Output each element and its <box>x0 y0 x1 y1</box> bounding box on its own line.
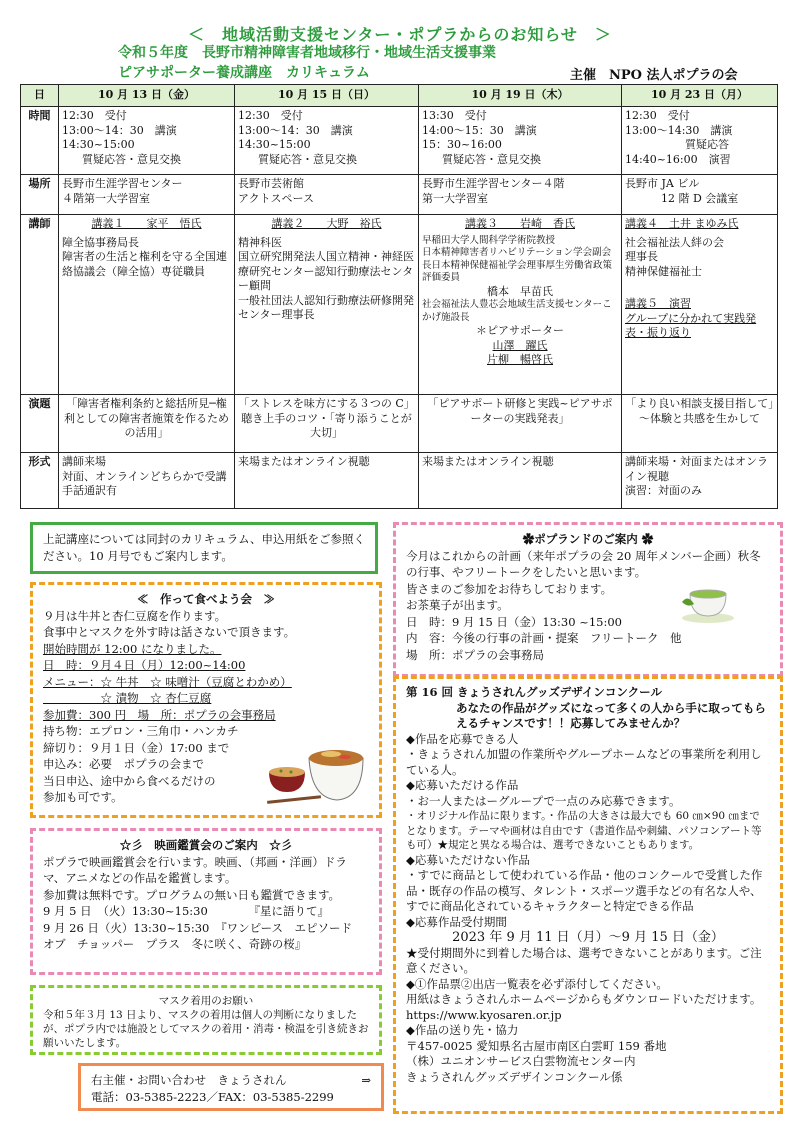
curriculum-table <box>20 84 778 509</box>
cooking-line: 申込み：必要 ポプラの会まで <box>43 757 204 771</box>
cooking-line: 食事中とマスクを外す時は話さないで頂きます。 <box>43 625 296 639</box>
movie-line: ポプラで映画鑑賞会を行います。映画、（邦画・洋画）ドラマ、アニメなどの作品を鑑賞します。 <box>43 854 347 885</box>
poplar-land-title: ✿ポプランドのご案内 ✿ <box>522 532 654 546</box>
contest-period: 2023 年 9 月 11 日（月）～9 月 15 日（金） <box>452 930 724 945</box>
time-cell: 12:30 受付 13:00～14：30 講演 14:30~15:00 質疑応答・意見交換 <box>59 107 235 175</box>
time-cell: 12:30 受付 13:00～14：30 講演 14:30~15:00 質疑応答・意見交換 <box>235 107 419 175</box>
cooking-line: ☆ 漬物 ☆ 杏仁豆腐 <box>43 691 212 705</box>
lecturer-cell: 講義１ 家平 悟氏 障全協事務局長 障害者の生活と権利を守る全国連絡協議会（障全協）専従職員 <box>59 215 235 395</box>
movie-event-box <box>30 828 382 975</box>
lecturer-cell: 講義３ 岩崎 香氏 早稲田大学人間科学学術院教授 日本精神障害者リハビリテーション学会副会長日本精神保健福祉学会理事厚生労働省政策評価委員 橋本 早苗氏 社会福祉法人豊芯会地域生活支援センターこかげ施設長 ＊ピアサポーター 山澤 躍氏 片柳 暢啓氏 <box>419 215 622 395</box>
cooking-title: ≪ 作って食べよう会 ≫ <box>137 592 275 606</box>
row-label-lecturer: 講師 <box>21 215 59 395</box>
format-cell: 来場またはオンライン視聴 <box>419 453 622 509</box>
topic-cell: 「より良い相談支援目指して」～体験と共感を生かして <box>622 395 778 453</box>
project-subtitle: 令和５年度 長野市精神障害者地域移行・地域生活支援事業 <box>118 45 496 61</box>
table-row-place <box>21 175 778 215</box>
cooking-line: メニュー：☆ 牛丼 ☆ 味噌汁（豆腐とわかめ） <box>43 674 292 689</box>
contest-heading: ◆①作品票②出店一覧表を必ず添付してください。 <box>406 976 668 991</box>
page-title: ＜ 地域活動支援センター・ポプラからのお知らせ ＞ <box>188 25 612 44</box>
cooking-line: 参加費：300 円 場 所：ポプラの会事務局 <box>43 707 276 722</box>
contest-text: ・すでに商品として使われている作品・他のコンクールで受賞した作品・既存の作品の模写、タレント・スポーツ選手などの有名な人や、すでに商品化されているキャラクターと特定できる作品 <box>406 868 763 913</box>
contest-text: ★受付期間外に到着した場合は、選考できないことがあります。ご注意ください。 <box>406 945 762 975</box>
green-tea-icon <box>680 582 736 624</box>
poplar-land-line: お茶菓子が出ます。 <box>406 598 509 612</box>
row-label-place: 場所 <box>21 175 59 215</box>
format-cell: 講師来場・対面またはオンライン視聴 演習：対面のみ <box>622 453 778 509</box>
contest-heading: ◆作品を応募できる人 <box>406 731 519 746</box>
cooking-line: 締切り：９月１日（金）17:00 まで <box>43 740 230 755</box>
contest-text: ・オリジナル作品に限ります。・作品の大きさは最大でも 60 ㎝×90 ㎝までとなります。テーマや画材は自由です（書道作品や刺繍、パソコンアート等も可）★規定と異なる場合は、選考できないこともあります。 <box>406 810 762 851</box>
contest-heading: ◆応募作品受付期間 <box>406 914 507 929</box>
table-row-time <box>21 107 778 175</box>
arrow-icon: ⇒ <box>361 1073 371 1087</box>
format-cell: 講師来場 対面、オンラインどちらかで受講 手話通訳有 <box>59 453 235 509</box>
mask-title: マスク着用のお願い <box>158 995 254 1007</box>
place-cell: 長野市生涯学習センター４階 第一大学習室 <box>419 175 622 215</box>
contest-text: ・きょうされん加盟の作業所やグループホームなどの事業所を利用している人。 <box>406 747 762 777</box>
topic-cell: 「ストレスを味方にする３つの C」聴き上手のコツ・「寄り添うことが大切」 <box>235 395 419 453</box>
table-header-row <box>21 85 778 107</box>
format-cell: 来場またはオンライン視聴 <box>235 453 419 509</box>
table-row-topic <box>21 395 778 453</box>
movie-schedule-item: 9 月 26 日（火）13:30~15:30 『ワンピース エピソード オブ チョッパー プラス 冬に咲く、奇跡の桜』 <box>43 920 364 951</box>
contest-text: ・お一人またはーグループで一点のみ応募できます。 <box>406 793 681 808</box>
contact-box <box>78 1063 384 1111</box>
poplar-land-line: 皆さまのご参加をお待ちしております。 <box>406 581 613 596</box>
date-cell: 10 月 15 日（日） <box>235 85 419 107</box>
contest-text: 用紙はきょうされんホームページからもダウンロードいただけます。https://www.kyosaren.or.jp <box>406 992 762 1022</box>
cooking-line: 持ち物：エプロン・三角巾・ハンカチ <box>43 724 239 738</box>
organizer: 主催 NPO 法人ポプラの会 <box>570 68 738 83</box>
table-row-format <box>21 453 778 509</box>
row-label-format: 形式 <box>21 453 59 509</box>
lecture-heading: 講義４ 土井 まゆみ氏 <box>625 217 739 230</box>
row-label-topic: 演題 <box>21 395 59 453</box>
contest-heading: ◆作品の送り先・協力 <box>406 1023 519 1037</box>
movie-title: ☆彡 映画鑑賞会のご案内 ☆彡 <box>119 838 293 852</box>
contest-dept: きょうされんグッズデザインコンクール係 <box>406 1069 623 1084</box>
date-cell: 10 月 13 日（金） <box>59 85 235 107</box>
poplar-land-line: 内 容：今後の行事の計画・提案 フリートーク 他 <box>406 631 682 645</box>
design-contest-box <box>393 676 783 1114</box>
lecturer-cell: 講義２ 大野 裕氏 精神科医 国立研究開発法人国立精神・神経医療研究センター認知行動療法センター顧問 一般社団法人認知行動療法研修開発センター理事長 <box>235 215 419 395</box>
contest-title: 第 16 回 きょうされんグッズデザインコンクール <box>406 685 662 699</box>
date-cell: 10 月 19 日（木） <box>419 85 622 107</box>
lecturer-cell: 講義４ 土井 まゆみ氏 社会福祉法人絆の会 理事長 精神保健福祉士 講義５ 演習 グループに分かれて実践発表・振り返り <box>622 215 778 395</box>
row-label-day: 日 <box>21 85 59 107</box>
lecture-heading: 講義３ 岩崎 香氏 <box>465 217 575 230</box>
contest-subtitle: あなたの作品がグッズになって多くの人から手に取ってもらえるチャンスです！！応募してみませんか？ <box>456 700 766 730</box>
mask-notice-box <box>30 985 382 1055</box>
beef-bowl-icon <box>265 728 365 810</box>
poplar-land-line: 場 所：ポプラの会事務局 <box>406 647 544 662</box>
cooking-line: 開始時間が 12:00 になりました。 <box>43 641 222 656</box>
row-label-time: 時間 <box>21 107 59 175</box>
course-title: ピアサポーター養成講座 カリキュラム <box>118 65 370 81</box>
table-row-lecturer <box>21 215 778 395</box>
lecture-heading: 講義１ 家平 悟氏 <box>91 217 202 230</box>
cooking-line: ９月は牛丼と杏仁豆腐を作ります。 <box>43 608 227 623</box>
time-cell: 13:30 受付 14:00～15：30 講演 15：30~16:00 質疑応答・意見交換 <box>419 107 622 175</box>
movie-line: 参加費は無料です。プログラムの無い日も鑑賞できます。 <box>43 887 341 902</box>
poplar-land-line: 今月はこれからの計画（来年ポプラの会 20 周年メンバー企画）秋冬の行事、やフリートークをしたいと思います。 <box>406 548 761 579</box>
cooking-line: 日 時：９月４日（月）12:00~14:00 <box>43 658 246 672</box>
topic-cell: 「障害者権利条約と総括所見─権利としての障害者施策を作るための活用」 <box>59 395 235 453</box>
time-cell: 12:30 受付 13:00～14:30 講演 質疑応答 14:40~16:00 演習 <box>622 107 778 175</box>
cooking-line: 参加も可です。 <box>43 790 123 804</box>
notice-text: 上記講座については同封のカリキュラム、申込用紙をご参照ください。10 月号でもご案内します。 <box>43 532 365 563</box>
lecture-heading: 講義２ 大野 裕氏 <box>271 217 382 230</box>
contact-phone: 電話：03-5385-2223／FAX：03-5385-2299 <box>91 1089 334 1104</box>
movie-schedule-item: 9 月 5 日 （火）13:30~15:30 『星に語りて』 <box>43 904 329 918</box>
place-cell: 長野市芸術館 アクトスペース <box>235 175 419 215</box>
contest-heading: ◆応募いただけない作品 <box>406 852 530 867</box>
contest-heading: ◆応募いただける作品 <box>406 778 519 792</box>
contest-address: 〒457-0025 愛知県名古屋市南区白雲町 159 番地 <box>406 1038 667 1053</box>
place-cell: 長野市生涯学習センター ４階第一大学習室 <box>59 175 235 215</box>
mask-text: 令和５年３月 13 日より、マスクの着用は個人の判断になりましたが、ポプラ内では施設としてマスクの着用・消毒・検温を引き続きお願いいたします。 <box>43 1009 369 1049</box>
poplar-land-line: 日 時：9 月 15 日（金）13:30 ~15:00 <box>406 614 622 629</box>
place-cell: 長野市 JA ビル 12 階 D 会議室 <box>622 175 778 215</box>
topic-cell: 「ピアサポート研修と実践~ピアサポーターの実践発表」 <box>419 395 622 453</box>
contact-line: 右主催・お問い合わせ きょうされん ⇒ <box>91 1073 371 1087</box>
contest-company: （株）ユニオンサービス白雲物流センター内 <box>406 1054 636 1068</box>
curriculum-notice-box <box>30 522 378 574</box>
cooking-line: 当日申込、途中から食べるだけの <box>43 773 216 788</box>
date-cell: 10 月 23 日（月） <box>622 85 778 107</box>
